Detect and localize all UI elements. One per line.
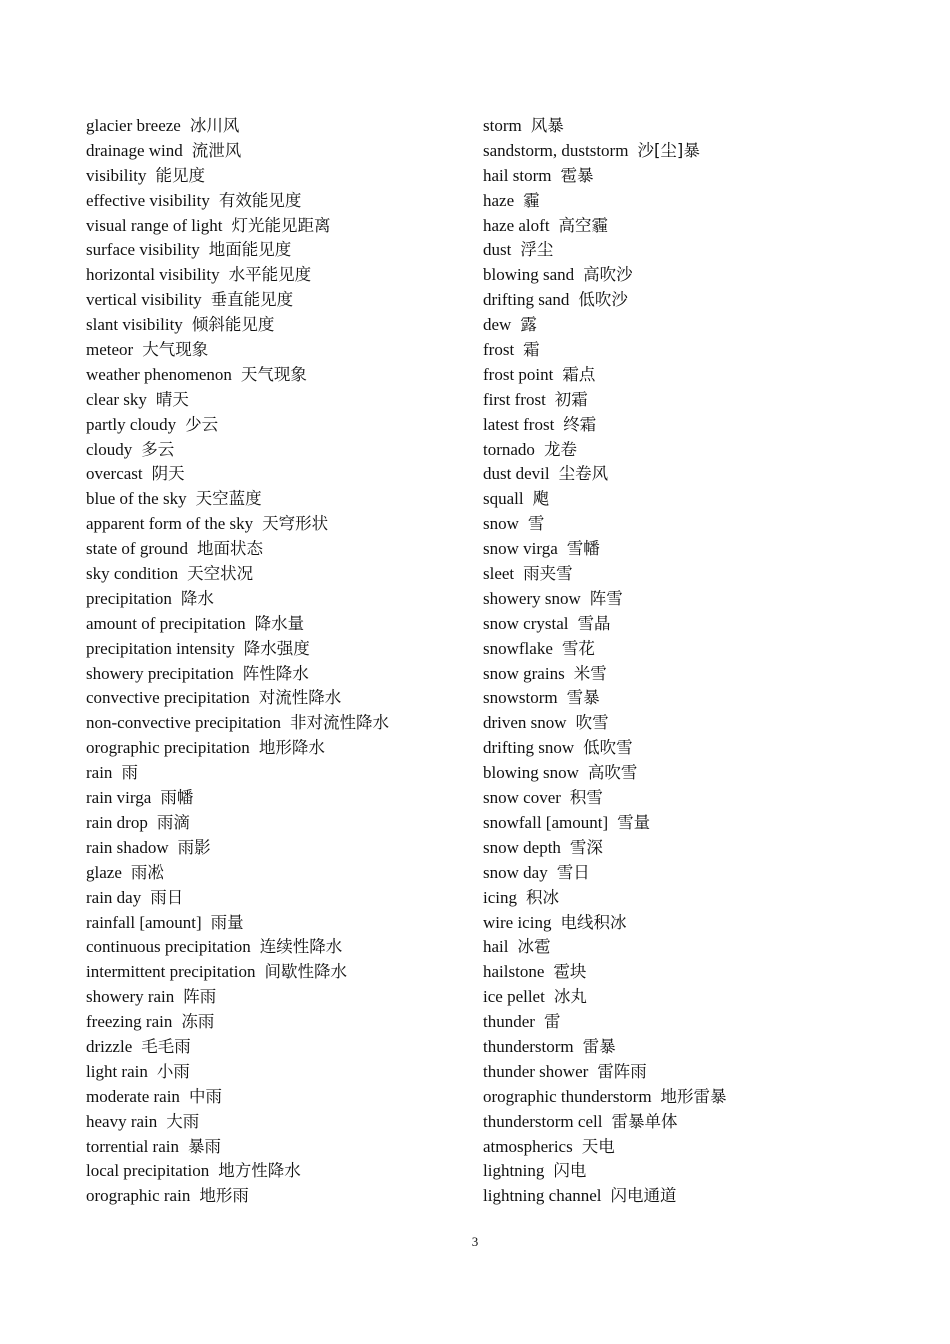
- english-term: showery rain: [86, 987, 175, 1007]
- chinese-term: 冰雹: [517, 937, 551, 957]
- glossary-entry: [86, 960, 466, 985]
- glossary-entry: [483, 960, 903, 985]
- english-term: sky condition: [86, 564, 179, 584]
- english-term: hail storm: [483, 165, 552, 185]
- glossary-entry: [86, 164, 466, 189]
- chinese-term: 闪电: [553, 1161, 587, 1181]
- english-term: ice pellet: [483, 987, 545, 1007]
- chinese-term: 雷暴: [582, 1036, 616, 1056]
- english-term: squall: [483, 489, 524, 509]
- glossary-entry: [86, 911, 466, 936]
- english-term: snow: [483, 514, 519, 534]
- glossary-entry: [86, 413, 466, 438]
- english-term: horizontal visibility: [86, 265, 220, 285]
- english-term: convective precipitation: [86, 688, 250, 708]
- english-term: slant visibility: [86, 315, 183, 335]
- glossary-entry: [483, 1159, 903, 1184]
- chinese-term: 连续性降水: [259, 937, 343, 957]
- english-term: thunderstorm: [483, 1036, 574, 1056]
- chinese-term: 天电: [581, 1136, 615, 1156]
- english-term: effective visibility: [86, 190, 210, 210]
- glossary-entry: [483, 438, 903, 463]
- chinese-term: 冻雨: [181, 1012, 215, 1032]
- glossary-entry: [86, 462, 466, 487]
- english-term: visual range of light: [86, 215, 223, 235]
- glossary-entry: [483, 363, 903, 388]
- english-term: partly cloudy: [86, 414, 177, 434]
- english-term: clear sky: [86, 389, 147, 409]
- chinese-term: 尘卷风: [558, 464, 609, 484]
- english-term: precipitation: [86, 588, 172, 608]
- chinese-term: 雨: [121, 763, 138, 783]
- glossary-entry: [86, 313, 466, 338]
- english-term: snow virga: [483, 539, 558, 559]
- chinese-term: 晴天: [155, 389, 189, 409]
- english-term: sleet: [483, 564, 515, 584]
- chinese-term: 阴天: [151, 464, 185, 484]
- english-term: snow day: [483, 862, 548, 882]
- english-term: thunderstorm cell: [483, 1111, 603, 1131]
- glossary-entry: [86, 438, 466, 463]
- chinese-term: 天空状况: [187, 564, 254, 584]
- glossary-entry: [483, 537, 903, 562]
- english-term: vertical visibility: [86, 290, 202, 310]
- english-term: freezing rain: [86, 1012, 173, 1032]
- glossary-entry: [483, 214, 903, 239]
- glossary-entry: [86, 562, 466, 587]
- chinese-term: 阵雪: [589, 588, 623, 608]
- english-term: snow grains: [483, 663, 565, 683]
- glossary-entry: [483, 263, 903, 288]
- english-term: blowing sand: [483, 265, 575, 285]
- english-term: thunder: [483, 1012, 535, 1032]
- english-term: first frost: [483, 389, 546, 409]
- glossary-entry: [483, 562, 903, 587]
- chinese-term: 低吹沙: [578, 290, 628, 310]
- glossary-entry: [483, 637, 903, 662]
- glossary-entry: [86, 263, 466, 288]
- glossary-entry: [86, 139, 466, 164]
- english-term: orographic rain: [86, 1186, 191, 1206]
- chinese-term: 倾斜能见度: [191, 315, 275, 335]
- glossary-entry: [483, 1060, 903, 1085]
- chinese-term: 电线积冰: [560, 912, 627, 932]
- glossary-entry: [483, 238, 903, 263]
- chinese-term: 地方性降水: [218, 1161, 301, 1181]
- english-term: glaze: [86, 862, 122, 882]
- english-term: lightning channel: [483, 1186, 602, 1206]
- left-glossary-column: [86, 114, 466, 1209]
- english-term: drifting snow: [483, 738, 575, 758]
- glossary-entry: [86, 861, 466, 886]
- chinese-term: 浮尘: [520, 240, 554, 260]
- english-term: orographic precipitation: [86, 738, 250, 758]
- glossary-entry: [483, 911, 903, 936]
- chinese-term: 雪日: [556, 862, 590, 882]
- glossary-entry: [86, 761, 466, 786]
- chinese-term: 雷阵雨: [597, 1061, 647, 1081]
- glossary-entry: [86, 886, 466, 911]
- english-term: surface visibility: [86, 240, 200, 260]
- chinese-term: 闪电通道: [610, 1186, 677, 1206]
- chinese-term: 间歇性降水: [264, 962, 347, 982]
- chinese-term: 高空霾: [558, 215, 609, 235]
- chinese-term: 毛毛雨: [141, 1036, 191, 1056]
- glossary-entry: [86, 1035, 466, 1060]
- english-term: precipitation intensity: [86, 638, 235, 658]
- chinese-term: 雪: [527, 514, 545, 534]
- glossary-entry: [86, 363, 466, 388]
- chinese-term: 水平能见度: [228, 265, 312, 285]
- chinese-term: 地面能见度: [208, 240, 292, 260]
- glossary-entry: [483, 1010, 903, 1035]
- glossary-entry: [86, 587, 466, 612]
- glossary-entry: [86, 736, 466, 761]
- chinese-term: 米雪: [573, 663, 607, 683]
- chinese-term: 霜: [523, 340, 540, 360]
- english-term: snow depth: [483, 837, 561, 857]
- chinese-term: 垂直能见度: [210, 290, 294, 310]
- english-term: lightning: [483, 1161, 545, 1181]
- chinese-term: 少云: [185, 414, 219, 434]
- glossary-entry: [86, 811, 466, 836]
- chinese-term: 吹雪: [575, 713, 609, 733]
- chinese-term: 多云: [141, 439, 175, 459]
- english-term: visibility: [86, 165, 147, 185]
- glossary-entry: [86, 537, 466, 562]
- glossary-entry: [86, 388, 466, 413]
- english-term: frost point: [483, 364, 554, 384]
- chinese-term: 冰丸: [553, 987, 587, 1007]
- glossary-entry: [483, 1135, 903, 1160]
- glossary-entry: [86, 189, 466, 214]
- chinese-term: 积雪: [569, 788, 603, 808]
- english-term: drifting sand: [483, 290, 570, 310]
- english-term: local precipitation: [86, 1161, 210, 1181]
- glossary-entry: [483, 512, 903, 537]
- glossary-entry: [483, 189, 903, 214]
- glossary-entry: [86, 1184, 466, 1209]
- chinese-term: 露: [520, 315, 537, 335]
- chinese-term: 飑: [532, 489, 550, 509]
- chinese-term: 雨幡: [160, 788, 194, 808]
- english-term: hailstone: [483, 962, 545, 982]
- glossary-entry: [86, 1010, 466, 1035]
- chinese-term: 雪深: [569, 837, 603, 857]
- english-term: latest frost: [483, 414, 555, 434]
- page-number: 3: [471, 1234, 479, 1249]
- glossary-entry: [483, 736, 903, 761]
- glossary-entry: [86, 836, 466, 861]
- english-term: blue of the sky: [86, 489, 187, 509]
- chinese-term: 雹块: [553, 962, 587, 982]
- chinese-term: 雪幡: [566, 539, 600, 559]
- english-term: glacier breeze: [86, 116, 181, 135]
- english-term: amount of precipitation: [86, 613, 246, 633]
- english-term: light rain: [86, 1061, 148, 1081]
- glossary-entry: [483, 1035, 903, 1060]
- glossary-entry: [86, 985, 466, 1010]
- glossary-entry: [483, 313, 903, 338]
- chinese-term: 低吹雪: [583, 738, 633, 758]
- english-term: dust: [483, 240, 512, 260]
- glossary-entry: [483, 786, 903, 811]
- chinese-term: 流泄风: [191, 140, 242, 160]
- glossary-entry: [86, 214, 466, 239]
- chinese-term: 雪暴: [566, 688, 600, 708]
- chinese-term: 雷暴单体: [611, 1111, 678, 1131]
- english-term: blowing snow: [483, 763, 579, 783]
- english-term: atmospherics: [483, 1136, 573, 1156]
- glossary-entry: [483, 761, 903, 786]
- english-term: rain day: [86, 887, 142, 907]
- glossary-entry: [483, 1184, 903, 1209]
- chinese-term: 霜点: [562, 364, 596, 384]
- chinese-term: 地面状态: [196, 539, 263, 559]
- chinese-term: 积冰: [526, 887, 559, 907]
- glossary-entry: [483, 587, 903, 612]
- english-term: snow cover: [483, 788, 561, 808]
- english-term: thunder shower: [483, 1061, 589, 1081]
- english-term: snowstorm: [483, 688, 558, 708]
- english-term: haze aloft: [483, 215, 550, 235]
- chinese-term: 高吹雪: [587, 763, 638, 783]
- english-term: rain shadow: [86, 837, 169, 857]
- chinese-term: 沙[尘]暴: [637, 140, 700, 160]
- chinese-term: 阵性降水: [242, 663, 309, 683]
- chinese-term: 雨凇: [130, 862, 164, 882]
- english-term: torrential rain: [86, 1136, 179, 1156]
- chinese-term: 天气现象: [240, 364, 307, 384]
- chinese-term: 雪晶: [577, 613, 611, 633]
- chinese-term: 地形雷暴: [660, 1086, 727, 1106]
- glossary-entry: [483, 861, 903, 886]
- english-term: snowflake: [483, 638, 553, 658]
- english-term: tornado: [483, 439, 535, 459]
- chinese-term: 大雨: [166, 1111, 200, 1131]
- chinese-term: 降水强度: [243, 638, 310, 658]
- glossary-entry: [483, 338, 903, 363]
- glossary-entry: [483, 886, 903, 911]
- chinese-term: 雨量: [210, 912, 244, 932]
- chinese-term: 小雨: [156, 1061, 190, 1081]
- english-term: rainfall [amount]: [86, 912, 202, 932]
- english-term: showery snow: [483, 588, 581, 608]
- chinese-term: 雹暴: [560, 165, 594, 185]
- glossary-entry: [86, 662, 466, 687]
- glossary-entry: [483, 114, 903, 139]
- glossary-entry: [483, 836, 903, 861]
- english-term: cloudy: [86, 439, 133, 459]
- chinese-term: 中雨: [188, 1086, 222, 1106]
- glossary-entry: [86, 288, 466, 313]
- chinese-term: 降水: [180, 588, 214, 608]
- chinese-term: 龙卷: [543, 439, 577, 459]
- glossary-entry: [483, 487, 903, 512]
- chinese-term: 雪花: [561, 638, 595, 658]
- english-term: sandstorm, duststorm: [483, 140, 629, 160]
- english-term: drainage wind: [86, 140, 183, 160]
- glossary-entry: [483, 985, 903, 1010]
- glossary-entry: [86, 1110, 466, 1135]
- chinese-term: 霾: [523, 190, 540, 210]
- glossary-entry: [483, 935, 903, 960]
- english-term: dew: [483, 315, 512, 335]
- chinese-term: 大气现象: [142, 340, 209, 360]
- glossary-entry: [483, 1110, 903, 1135]
- chinese-term: 雷: [543, 1012, 561, 1032]
- english-term: weather phenomenon: [86, 364, 232, 384]
- glossary-entry: [483, 413, 903, 438]
- chinese-term: 高吹沙: [583, 265, 633, 285]
- chinese-term: 暴雨: [188, 1136, 221, 1156]
- glossary-entry: [86, 711, 466, 736]
- english-term: storm: [483, 116, 522, 135]
- glossary-entry: [86, 238, 466, 263]
- english-term: rain drop: [86, 812, 148, 832]
- glossary-entry: [86, 637, 466, 662]
- chinese-term: 雨滴: [156, 812, 190, 832]
- english-term: orographic thunderstorm: [483, 1086, 652, 1106]
- english-term: snow crystal: [483, 613, 569, 633]
- english-term: heavy rain: [86, 1111, 158, 1131]
- chinese-term: 终霜: [563, 414, 597, 434]
- glossary-entry: [86, 1135, 466, 1160]
- english-term: meteor: [86, 340, 134, 360]
- english-term: moderate rain: [86, 1086, 180, 1106]
- glossary-entry: [86, 786, 466, 811]
- glossary-entry: [483, 711, 903, 736]
- english-term: snowfall [amount]: [483, 812, 609, 832]
- chinese-term: 初霜: [554, 389, 588, 409]
- chinese-term: 灯光能见距离: [231, 215, 331, 235]
- chinese-term: 风暴: [530, 116, 564, 135]
- chinese-term: 雨日: [150, 887, 184, 907]
- glossary-entry: [86, 686, 466, 711]
- chinese-term: 能见度: [155, 165, 205, 185]
- english-term: state of ground: [86, 539, 188, 559]
- glossary-entry: [483, 811, 903, 836]
- glossary-entry: [483, 139, 903, 164]
- chinese-term: 对流性降水: [258, 688, 342, 708]
- chinese-term: 阵雨: [183, 987, 217, 1007]
- english-term: drizzle: [86, 1036, 133, 1056]
- english-term: rain virga: [86, 788, 152, 808]
- chinese-term: 冰川风: [189, 116, 240, 135]
- glossary-entry: [86, 1060, 466, 1085]
- english-term: dust devil: [483, 464, 550, 484]
- english-term: apparent form of the sky: [86, 514, 254, 534]
- english-term: continuous precipitation: [86, 937, 251, 957]
- english-term: icing: [483, 887, 517, 907]
- english-term: rain: [86, 763, 113, 783]
- glossary-entry: [483, 612, 903, 637]
- glossary-entry: [86, 338, 466, 363]
- english-term: intermittent precipitation: [86, 962, 256, 982]
- right-glossary-column: [483, 114, 903, 1209]
- chinese-term: 天穹形状: [262, 514, 329, 534]
- chinese-term: 地形雨: [199, 1186, 249, 1206]
- english-term: haze: [483, 190, 515, 210]
- english-term: hail: [483, 937, 509, 957]
- glossary-entry: [86, 114, 466, 139]
- chinese-term: 雨影: [177, 837, 211, 857]
- chinese-term: 天空蓝度: [195, 489, 262, 509]
- glossary-entry: [483, 288, 903, 313]
- glossary-entry: [86, 512, 466, 537]
- chinese-term: 雪量: [617, 812, 651, 832]
- chinese-term: 有效能见度: [218, 190, 302, 210]
- chinese-term: 非对流性降水: [289, 713, 389, 733]
- glossary-entry: [86, 1085, 466, 1110]
- english-term: non-convective precipitation: [86, 713, 281, 733]
- glossary-entry: [483, 662, 903, 687]
- glossary-entry: [483, 462, 903, 487]
- english-term: wire icing: [483, 912, 552, 932]
- glossary-entry: [86, 1159, 466, 1184]
- glossary-entry: [86, 487, 466, 512]
- chinese-term: 地形降水: [258, 738, 325, 758]
- glossary-entry: [483, 164, 903, 189]
- glossary-entry: [483, 1085, 903, 1110]
- chinese-term: 降水量: [254, 613, 305, 633]
- glossary-entry: [86, 612, 466, 637]
- glossary-entry: [86, 935, 466, 960]
- english-term: driven snow: [483, 713, 567, 733]
- chinese-term: 雨夹雪: [523, 564, 573, 584]
- english-term: showery precipitation: [86, 663, 234, 683]
- glossary-entry: [483, 686, 903, 711]
- english-term: frost: [483, 340, 515, 360]
- english-term: overcast: [86, 464, 143, 484]
- glossary-entry: [483, 388, 903, 413]
